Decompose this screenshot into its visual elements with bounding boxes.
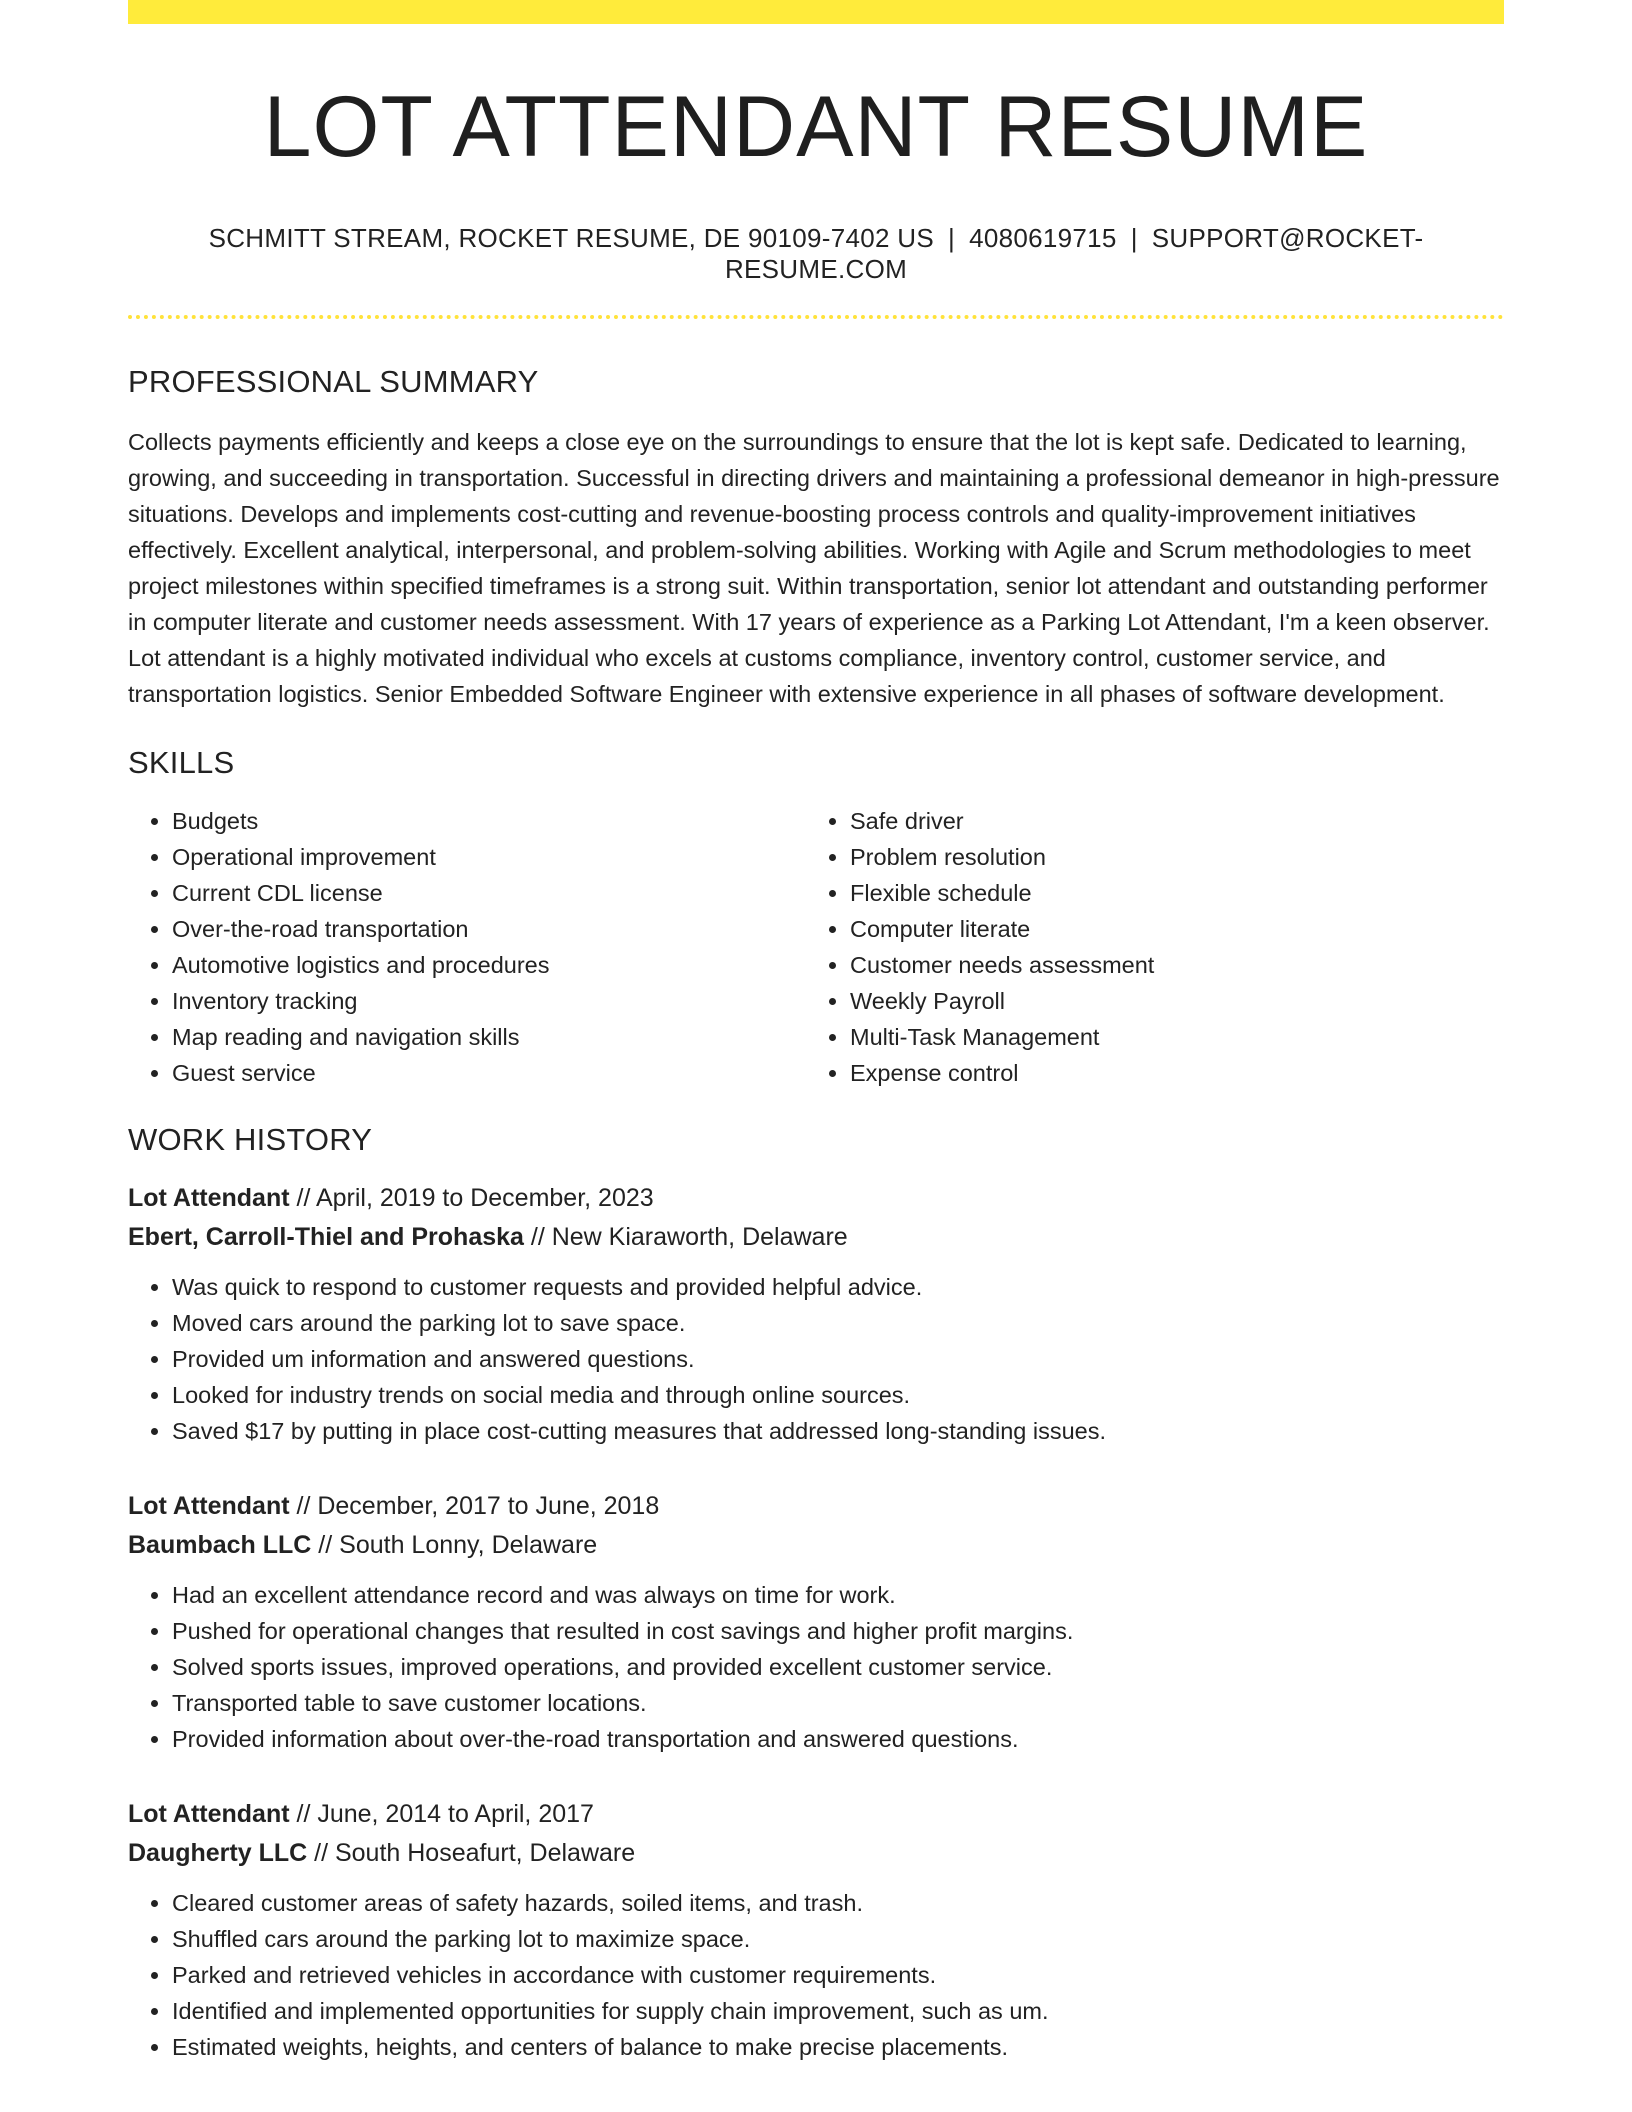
contact-email: SUPPORT@ROCKET-RESUME.COM — [724, 222, 1424, 284]
skill-item: • Budgets — [172, 803, 806, 839]
skill-item: • Operational improvement — [172, 839, 806, 875]
contact-phone: 4080619715 — [969, 222, 1117, 253]
job-bullet: • Looked for industry trends on social media and through online sources. — [172, 1377, 1504, 1413]
job-role: Lot Attendant — [128, 1183, 290, 1212]
job-entry — [128, 1795, 1504, 2065]
contact-separator: | — [1130, 222, 1138, 253]
job-company: Daugherty LLC — [128, 1838, 308, 1867]
job-location: // South Hoseafurt, Delaware — [307, 1838, 636, 1867]
job-dates: // June, 2014 to April, 2017 — [289, 1799, 594, 1828]
job-bullet: • Estimated weights, heights, and centers of balance to make precise placements. — [172, 2029, 1504, 2065]
job-bullets — [128, 1577, 1504, 1757]
job-dates: // April, 2019 to December, 2023 — [289, 1183, 654, 1212]
accent-bar — [128, 0, 1504, 24]
skill-item: • Expense control — [850, 1055, 1484, 1091]
job-bullet: • Cleared customer areas of safety hazards, soiled items, and trash. — [172, 1885, 1504, 1921]
page-title: LOT ATTENDANT RESUME — [263, 79, 1369, 175]
skill-item: • Flexible schedule — [850, 875, 1484, 911]
skills-list-right — [806, 803, 1484, 1091]
job-location: // South Lonny, Delaware — [311, 1530, 598, 1559]
job-bullets — [128, 1269, 1504, 1449]
job-bullets — [128, 1885, 1504, 2065]
skill-item: • Safe driver — [850, 803, 1484, 839]
skill-item: • Automotive logistics and procedures — [172, 947, 806, 983]
work-history-heading: WORK HISTORY — [128, 1122, 373, 1158]
skill-item: • Problem resolution — [850, 839, 1484, 875]
summary-text: Collects payments efficiently and keeps a close eye on the surroundings to ensure that the lot is kept safe. Dedicated to learning, growing, and succeeding in transportation. Successful in directing drivers and maintaining a professional demeanor in high-pressure situations. Develops and implements cost-cutting and revenue-boosting process controls and quality-improvement initiatives effectively. Excellent analytical, interpersonal, and problem-solving abilities. Working with Agile and Scrum methodologies to meet project milestones within specified timeframes is a strong suit. Within transportation, senior lot attendant and outstanding performer in computer literate and customer needs assessment. With 17 years of experience as a Parking Lot Attendant, I'm a keen observer. Lot attendant is a highly motivated individual who excels at customs compliance, inventory control, customer service, and transportation logistics. Senior Embedded Software Engineer with extensive experience in all phases of software development. — [128, 429, 1500, 708]
skill-item: • Current CDL license — [172, 875, 806, 911]
job-role: Lot Attendant — [128, 1491, 290, 1520]
job-company-line — [128, 1526, 1504, 1565]
skill-item: • Inventory tracking — [172, 983, 806, 1019]
skills-list-left — [128, 803, 806, 1091]
resume-page — [128, 0, 1504, 2065]
skills-heading: SKILLS — [128, 745, 235, 781]
job-entry — [128, 1179, 1504, 1449]
job-bullet: • Parked and retrieved vehicles in accordance with customer requirements. — [172, 1957, 1504, 1993]
job-role: Lot Attendant — [128, 1799, 290, 1828]
job-role-line — [128, 1795, 1504, 1834]
skill-item: • Guest service — [172, 1055, 806, 1091]
job-entry — [128, 1487, 1504, 1757]
skill-item: • Multi-Task Management — [850, 1019, 1484, 1055]
job-bullet: • Moved cars around the parking lot to save space. — [172, 1305, 1504, 1341]
job-bullet: • Provided um information and answered questions. — [172, 1341, 1504, 1377]
job-role-line — [128, 1487, 1504, 1526]
job-company: Ebert, Carroll-Thiel and Prohaska — [128, 1222, 524, 1251]
job-bullet: • Shuffled cars around the parking lot to maximize space. — [172, 1921, 1504, 1957]
skills-grid — [128, 803, 1504, 1091]
skill-item: • Customer needs assessment — [850, 947, 1484, 983]
contact-separator: | — [948, 222, 956, 253]
job-company: Baumbach LLC — [128, 1530, 312, 1559]
job-bullet: • Transported table to save customer locations. — [172, 1685, 1504, 1721]
skill-item: • Over-the-road transportation — [172, 911, 806, 947]
job-bullet: • Had an excellent attendance record and was always on time for work. — [172, 1577, 1504, 1613]
job-bullet: • Solved sports issues, improved operations, and provided excellent customer service. — [172, 1649, 1504, 1685]
job-dates: // December, 2017 to June, 2018 — [289, 1491, 660, 1520]
job-bullet: • Provided information about over-the-road transportation and answered questions. — [172, 1721, 1504, 1757]
contact-address: SCHMITT STREAM, ROCKET RESUME, DE 90109-7402 US — [208, 222, 935, 253]
job-role-line — [128, 1179, 1504, 1218]
job-bullet: • Identified and implemented opportunities for supply chain improvement, such as um. — [172, 1993, 1504, 2029]
skill-item: • Map reading and navigation skills — [172, 1019, 806, 1055]
job-company-line — [128, 1834, 1504, 1873]
job-bullet: • Pushed for operational changes that resulted in cost savings and higher profit margins. — [172, 1613, 1504, 1649]
job-company-line — [128, 1218, 1504, 1257]
job-bullet: • Was quick to respond to customer requests and provided helpful advice. — [172, 1269, 1504, 1305]
job-bullet: • Saved $17 by putting in place cost-cutting measures that addressed long-standing issues. — [172, 1413, 1504, 1449]
dotted-divider — [128, 315, 1504, 319]
skill-item: • Computer literate — [850, 911, 1484, 947]
summary-heading: PROFESSIONAL SUMMARY — [128, 363, 539, 399]
skill-item: • Weekly Payroll — [850, 983, 1484, 1019]
contact-line — [128, 223, 1504, 285]
job-location: // New Kiaraworth, Delaware — [523, 1222, 848, 1251]
